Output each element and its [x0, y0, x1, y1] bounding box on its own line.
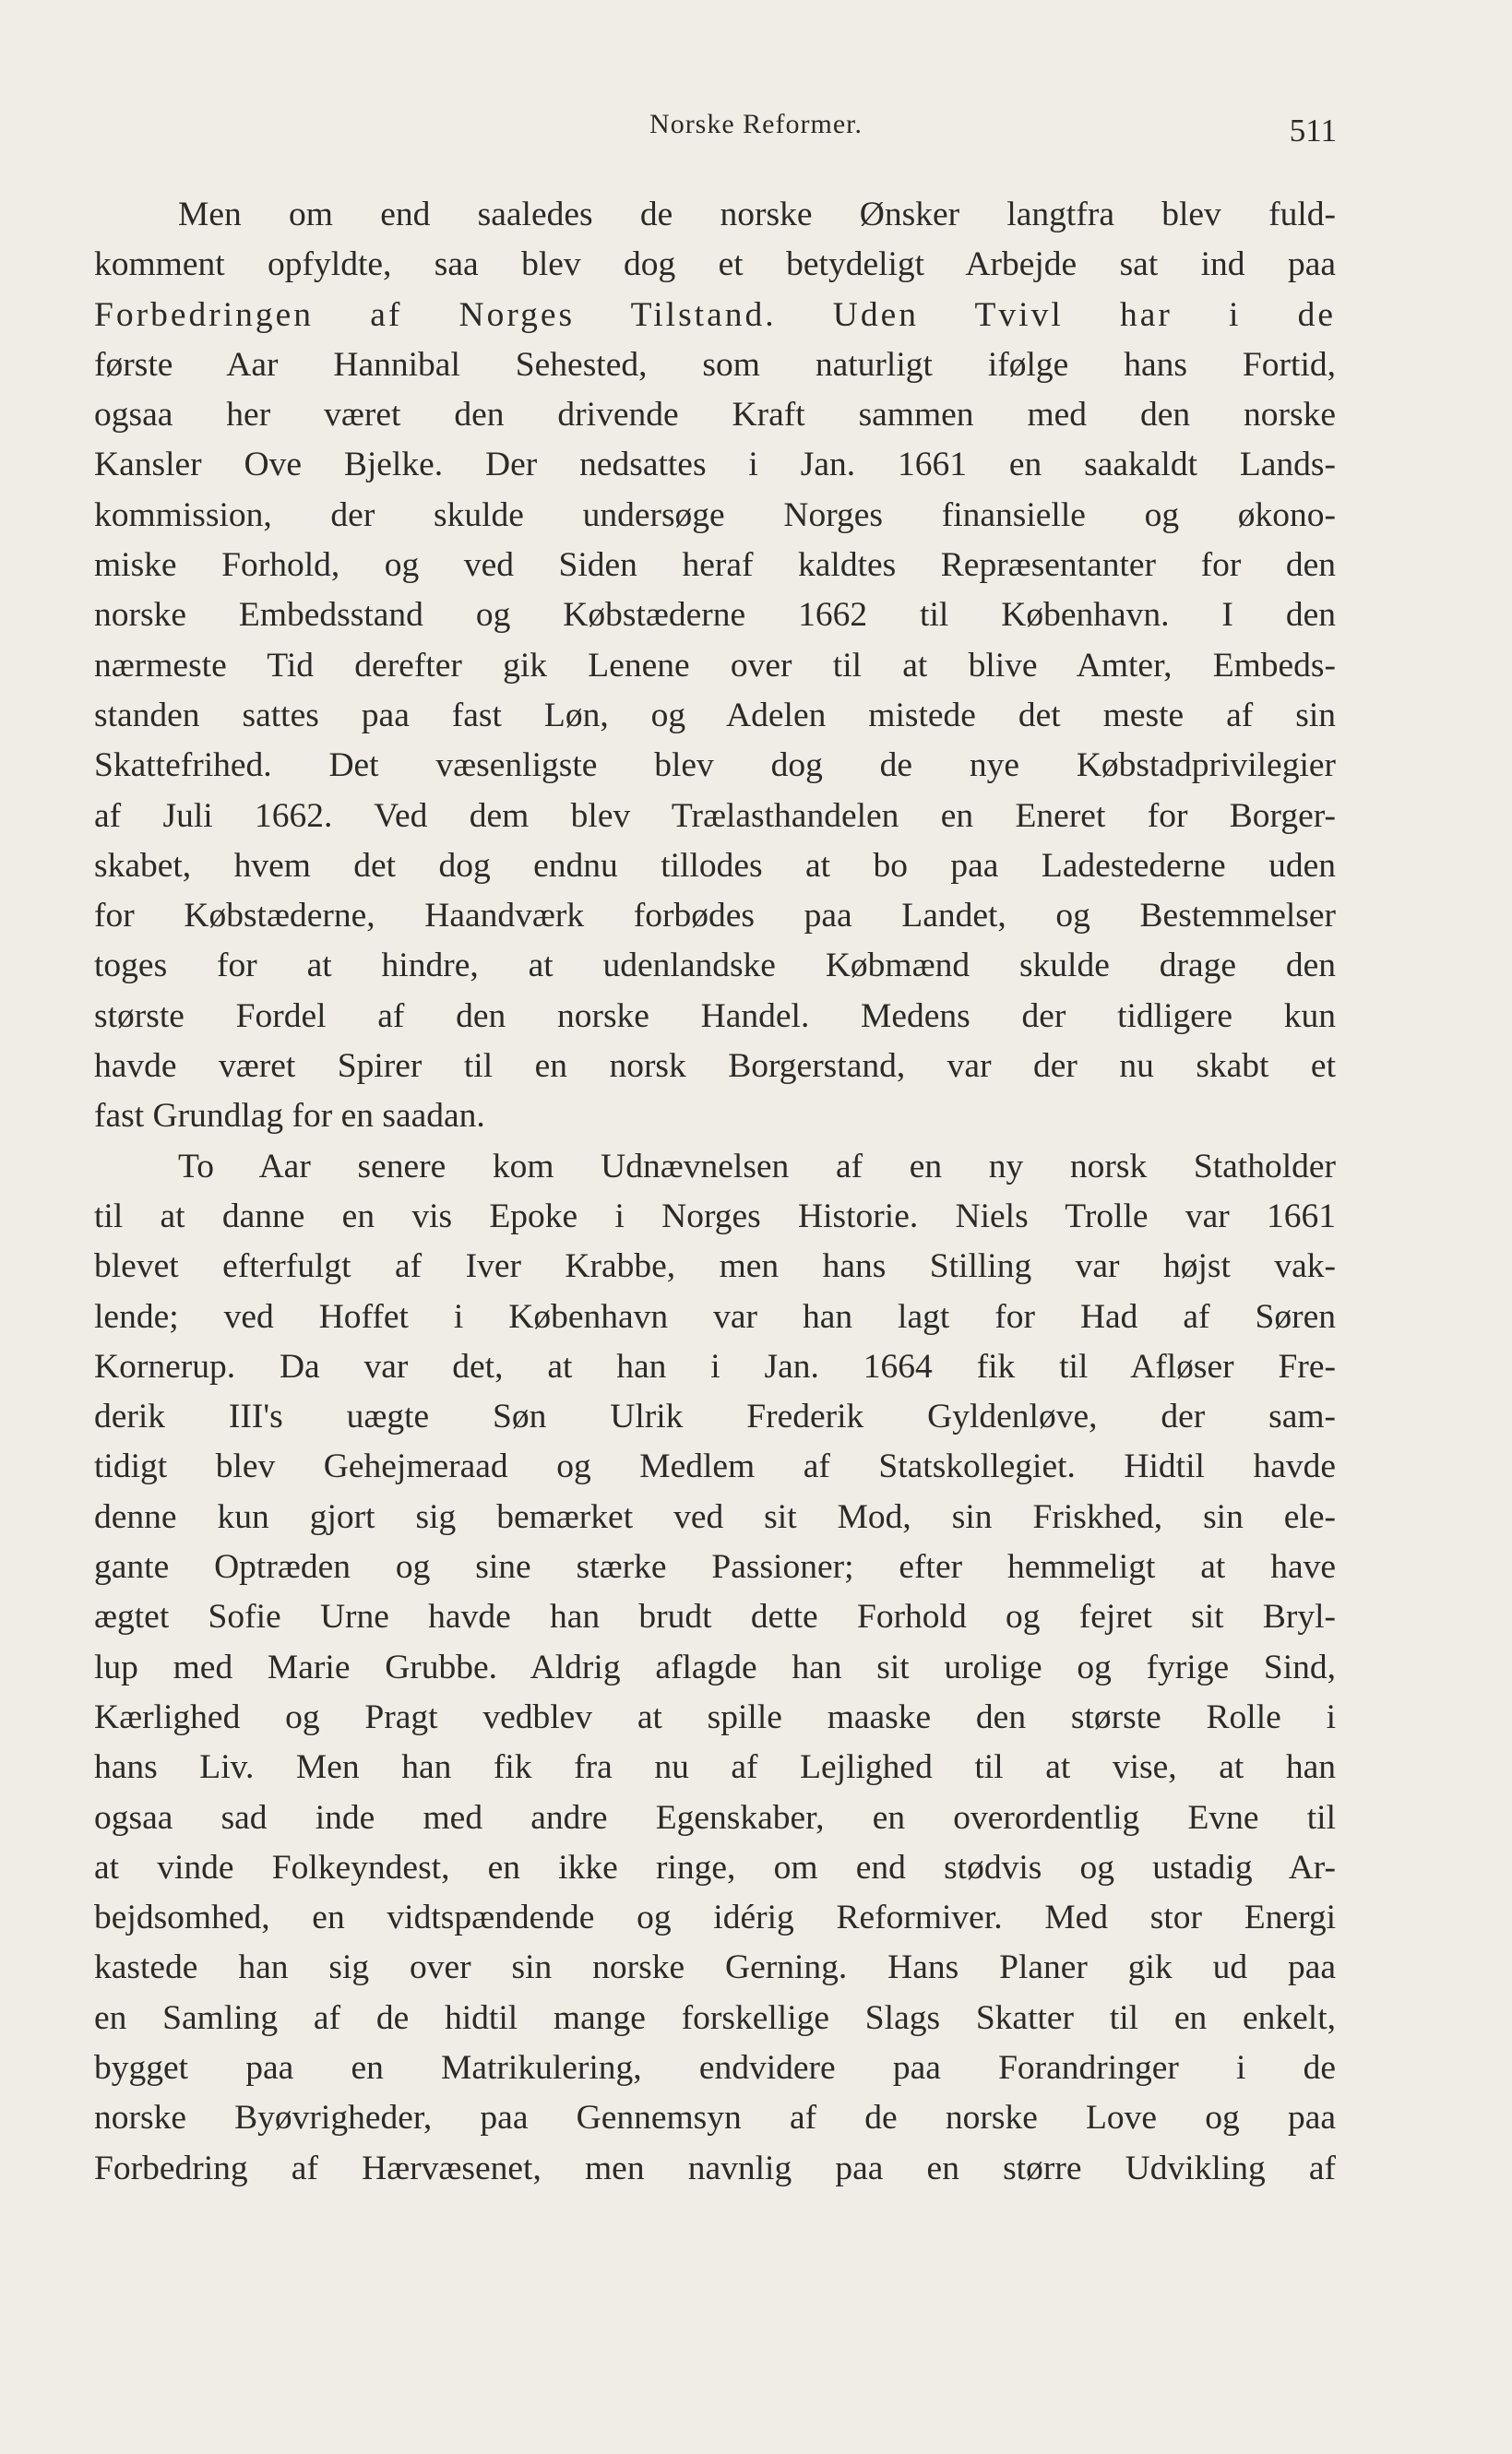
text-line: Skattefrihed. Det væsenligste blev dog de nye Købstadprivilegier [94, 746, 1336, 785]
text-line: ægtet Sofie Urne havde han brudt dette Forhold og fejret sit Bryl- [94, 1598, 1336, 1637]
text-line: fast Grundlag for en saadan. [94, 1097, 485, 1136]
text-line: Kornerup. Da var det, at han i Jan. 1664 fik til Afløser Fre- [94, 1347, 1336, 1386]
text-line: for Købstæderne, Haandværk forbødes paa Landet, og Bestemmelser [94, 897, 1336, 935]
text-line: skabet, hvem det dog endnu tillodes at bo paa Ladestederne uden [94, 846, 1336, 885]
text-line: hans Liv. Men han fik fra nu af Lejlighed til at vise, at han [94, 1748, 1336, 1787]
text-line: ogsaa sad inde med andre Egenskaber, en overordentlig Evne til [94, 1798, 1336, 1837]
text-line: tidigt blev Gehejmeraad og Medlem af Statskollegiet. Hidtil havde [94, 1447, 1336, 1486]
text-line: en Samling af de hidtil mange forskellige Slags Skatter til en enkelt, [94, 1998, 1336, 2037]
text-line: Forbedringen af Norges Tilstand. Uden Tvivl har i de [94, 295, 1336, 334]
text-line: miske Forhold, og ved Siden heraf kaldtes Repræsentanter for den [94, 546, 1336, 585]
text-line: bygget paa en Matrikulering, endvidere paa Forandringer i de [94, 2048, 1336, 2087]
text-line: Men om end saaledes de norske Ønsker langtfra blev fuld- [178, 196, 1336, 233]
text-line: toges for at hindre, at udenlandske Købmænd skulde drage den [94, 947, 1336, 985]
text-line: derik III's uægte Søn Ulrik Frederik Gyldenløve, der sam- [94, 1398, 1336, 1436]
body-text [94, 190, 1336, 2194]
text-line: at vinde Folkeyndest, en ikke ringe, om end stødvis og ustadig Ar- [94, 1848, 1336, 1887]
text-line: af Juli 1662. Ved dem blev Trælasthandelen en Eneret for Borger- [94, 796, 1336, 835]
text-line: første Aar Hannibal Sehested, som naturligt ifølge hans Fortid, [94, 345, 1336, 384]
running-head [0, 109, 1512, 149]
text-line: største Fordel af den norske Handel. Medens der tidligere kun [94, 996, 1336, 1035]
page-number: 511 [1289, 113, 1337, 149]
text-line: havde været Spirer til en norsk Borgerstand, var der nu skabt et [94, 1047, 1336, 1086]
text-line: kommission, der skulde undersøge Norges finansielle og økono- [94, 495, 1336, 534]
text-line: norske Byøvrigheder, paa Gennemsyn af de norske Love og paa [94, 2099, 1336, 2138]
text-line: bejdsomhed, en vidtspændende og idérig Reformiver. Med stor Energi [94, 1899, 1336, 1937]
text-line: norske Embedsstand og Købstæderne 1662 til København. I den [94, 596, 1336, 635]
text-line: Forbedring af Hærvæsenet, men navnlig paa en større Udvikling af [94, 2149, 1336, 2187]
text-line: nærmeste Tid derefter gik Lenene over til at blive Amter, Embeds- [94, 646, 1336, 685]
text-line: kastede han sig over sin norske Gerning. Hans Planer gik ud paa [94, 1948, 1336, 1987]
text-line: lende; ved Hoffet i København var han lagt for Had af Søren [94, 1297, 1336, 1336]
text-line: standen sattes paa fast Løn, og Adelen mistede det meste af sin [94, 696, 1336, 734]
text-line: komment opfyldte, saa blev dog et betydeligt Arbejde sat ind paa [94, 245, 1336, 284]
text-line: til at danne en vis Epoke i Norges Historie. Niels Trolle var 1661 [94, 1197, 1336, 1235]
text-line: gante Optræden og sine stærke Passioner; efter hemmeligt at have [94, 1548, 1336, 1587]
text-line: denne kun gjort sig bemærket ved sit Mod, sin Friskhed, sin ele- [94, 1497, 1336, 1536]
text-line: Kærlighed og Pragt vedblev at spille maaske den største Rolle i [94, 1698, 1336, 1736]
running-title: Norske Reformer. [649, 109, 863, 139]
text-line: blevet efterfulgt af Iver Krabbe, men hans Stilling var højst vak- [94, 1247, 1336, 1286]
text-line: To Aar senere kom Udnævnelsen af en ny norsk Statholder [178, 1147, 1336, 1185]
text-line: ogsaa her været den drivende Kraft sammen med den norske [94, 396, 1336, 435]
text-line: Kansler Ove Bjelke. Der nedsattes i Jan. 1661 en saakaldt Lands- [94, 446, 1336, 484]
text-line: lup med Marie Grubbe. Aldrig aflagde han sit urolige og fyrige Sind, [94, 1648, 1336, 1686]
